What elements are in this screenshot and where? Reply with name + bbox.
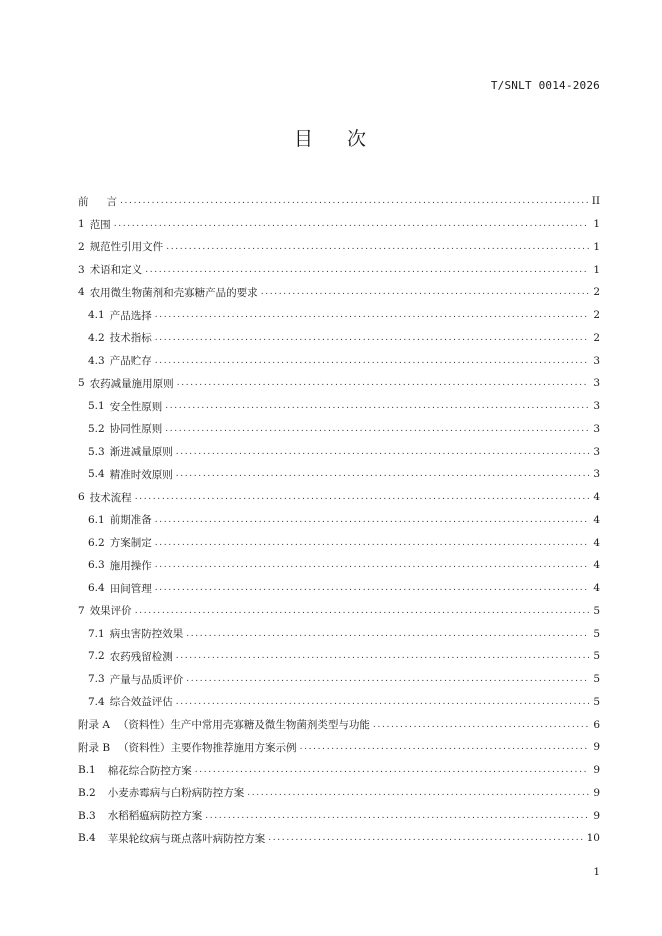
toc-entry-page: 2 (593, 309, 600, 322)
toc-entry[interactable] (78, 258, 600, 281)
toc-entry[interactable] (78, 327, 600, 350)
toc-entry[interactable] (78, 554, 600, 577)
toc-entry-title: 棉花综合防控方案 (107, 764, 192, 777)
toc-entry-number: 附录 B (78, 741, 111, 754)
toc-entry[interactable] (78, 190, 600, 213)
toc-entry[interactable] (78, 418, 600, 441)
toc-entry[interactable] (78, 531, 600, 554)
toc-entry-number: 前 (78, 195, 89, 208)
toc-leader-dots (155, 356, 589, 366)
toc-entry-page: 3 (593, 377, 600, 390)
toc-entry[interactable] (78, 213, 600, 236)
toc-entry[interactable] (78, 486, 600, 509)
toc-entry-title: （资料性）主要作物推荐施用方案示例 (118, 741, 297, 754)
toc-entry-page: 3 (593, 422, 600, 435)
toc-leader-dots (176, 447, 589, 457)
toc-entry-number: 7.2 (88, 650, 105, 663)
page-title (0, 124, 662, 151)
toc-entry-title: 小麦赤霉病与白粉病防控方案 (107, 787, 245, 800)
toc-leader-dots (165, 401, 589, 411)
toc-leader-dots (177, 378, 589, 388)
toc-entry[interactable] (78, 645, 600, 668)
toc-entry-number: 4 (78, 286, 85, 299)
toc-entry-page: 9 (593, 741, 600, 754)
toc-entry-title: 方案制定 (109, 537, 152, 550)
toc-entry-page: 6 (593, 718, 600, 731)
toc-leader-dots (268, 833, 583, 843)
toc-entry[interactable] (78, 782, 600, 805)
toc-entry-title: 规范性引用文件 (89, 241, 164, 254)
toc-leader-dots (166, 242, 589, 252)
toc-leader-dots (186, 629, 589, 639)
toc-entry-number: 6.2 (88, 536, 105, 549)
toc-entry-title: 综合效益评估 (109, 696, 173, 709)
toc-entry-number: B.1 (78, 764, 96, 777)
toc-entry-number: 7.4 (88, 695, 105, 708)
toc-leader-dots (205, 811, 589, 821)
toc-entry-title: 农药残留检测 (109, 650, 173, 663)
toc-entry-number: 附录 A (78, 719, 110, 732)
toc-entry[interactable] (78, 304, 600, 327)
toc-leader-dots (145, 265, 589, 275)
toc-leader-dots (186, 674, 589, 684)
toc-entry-page: 3 (593, 400, 600, 413)
toc-leader-dots (155, 515, 589, 525)
toc-entry-page: II (591, 195, 600, 208)
toc-entry-page: 4 (593, 582, 600, 595)
toc-entry-title: 田间管理 (109, 582, 152, 595)
toc-entry-title: 术语和定义 (89, 264, 143, 277)
toc-entry-title: 产品选择 (109, 309, 152, 322)
toc-entry-number: 3 (78, 263, 85, 276)
toc-leader-dots (155, 560, 589, 570)
document-code: T/SNLT 0014-2026 (490, 79, 600, 92)
toc-entry-title: 产量与品质评价 (109, 673, 184, 686)
toc-entry-title: 技术流程 (89, 491, 132, 504)
toc-entry-number: 7.1 (88, 627, 105, 640)
toc-leader-dots (165, 424, 589, 434)
toc-leader-dots (300, 742, 589, 752)
toc-entry-page: 5 (593, 627, 600, 640)
toc-entry-title: 水稻稻瘟病防控方案 (107, 810, 203, 823)
toc-entry-number: 4.2 (88, 331, 105, 344)
toc-entry[interactable] (78, 736, 600, 759)
toc-entry-page: 5 (593, 604, 600, 617)
toc-entry[interactable] (78, 463, 600, 486)
toc-entry-number: 6.1 (88, 513, 105, 526)
toc-leader-dots (155, 538, 589, 548)
toc-entry-page: 1 (593, 240, 600, 253)
toc-entry-title: 农用微生物菌剂和壳寡糖产品的要求 (89, 286, 258, 299)
toc-entry-number: 6 (78, 491, 85, 504)
toc-leader-dots (135, 606, 589, 616)
toc-entry[interactable] (78, 600, 600, 623)
toc-entry[interactable] (78, 440, 600, 463)
toc-leader-dots (155, 583, 589, 593)
toc-leader-dots (114, 219, 589, 229)
toc-entry-title: 协同性原则 (109, 423, 163, 436)
toc-entry-number: 1 (78, 218, 85, 231)
toc-entry[interactable] (78, 804, 600, 827)
toc-entry-title: 精准时效原则 (109, 468, 173, 481)
toc-entry-number: 7 (78, 604, 85, 617)
toc-entry-page: 5 (593, 673, 600, 686)
toc-entry[interactable] (78, 827, 600, 850)
title-part-1: 目 (293, 128, 315, 150)
toc-entry-page: 5 (593, 695, 600, 708)
toc-entry-title: 产品贮存 (109, 355, 152, 368)
toc-entry-title: 范围 (89, 218, 111, 231)
toc-entry-title: 病虫害防控效果 (109, 628, 184, 641)
toc-entry-page: 10 (586, 832, 600, 845)
toc-entry-title: 安全性原则 (109, 400, 163, 413)
toc-entry[interactable] (78, 691, 600, 714)
toc-entry-page: 4 (593, 513, 600, 526)
toc-entry-number: 5.2 (88, 422, 105, 435)
toc-entry[interactable] (78, 622, 600, 645)
toc-leader-dots (373, 720, 589, 730)
toc-entry-number: 7.3 (88, 673, 105, 686)
toc-entry[interactable] (78, 713, 600, 736)
title-part-2: 次 (347, 128, 369, 150)
toc-entry-number: 4.3 (88, 354, 105, 367)
toc-entry[interactable] (78, 668, 600, 691)
toc-entry-page: 9 (593, 786, 600, 799)
toc-entry-page: 4 (593, 536, 600, 549)
toc-entry-number: 4.1 (88, 309, 105, 322)
toc-entry-title: 苹果轮纹病与斑点落叶病防控方案 (107, 832, 266, 845)
toc-entry-page: 9 (593, 809, 600, 822)
toc-leader-dots (176, 697, 589, 707)
toc-entry-number: 5.1 (88, 400, 105, 413)
toc-entry-number: 6.4 (88, 582, 105, 595)
toc-entry-page: 3 (593, 445, 600, 458)
toc-entry[interactable] (78, 509, 600, 532)
toc-entry-title: 渐进减量原则 (109, 446, 173, 459)
toc-entry[interactable] (78, 577, 600, 600)
toc-entry-page: 3 (593, 468, 600, 481)
toc-entry-title: 前期准备 (109, 514, 152, 527)
toc-entry-number: 2 (78, 240, 85, 253)
toc-leader-dots (135, 492, 589, 502)
toc-entry-page: 1 (593, 218, 600, 231)
toc-entry[interactable] (78, 372, 600, 395)
toc-leader-dots (261, 287, 589, 297)
toc-entry[interactable] (78, 281, 600, 304)
toc-entry-page: 9 (593, 764, 600, 777)
toc-entry-title: 农药减量施用原则 (89, 377, 174, 390)
toc-leader-dots (155, 310, 589, 320)
toc-leader-dots (120, 196, 589, 206)
toc-entry[interactable] (78, 236, 600, 259)
toc-leader-dots (195, 765, 589, 775)
toc-entry-number: 5.4 (88, 468, 105, 481)
page-number: 1 (593, 866, 600, 878)
toc-leader-dots (247, 788, 589, 798)
toc-entry-page: 2 (593, 331, 600, 344)
toc-entry-number: 6.3 (88, 559, 105, 572)
toc-entry-title: 技术指标 (109, 332, 152, 345)
toc-entry-number: 5.3 (88, 445, 105, 458)
toc-entry-page: 4 (593, 491, 600, 504)
toc-entry-page: 4 (593, 559, 600, 572)
toc-leader-dots (155, 333, 589, 343)
toc-leader-dots (176, 469, 589, 479)
toc-entry-page: 2 (593, 286, 600, 299)
toc-entry-title: （资料性）生产中常用壳寡糖及微生物菌剂类型与功能 (117, 719, 370, 732)
toc-entry-page: 3 (593, 354, 600, 367)
table-of-contents (78, 190, 600, 850)
toc-entry-number: B.4 (78, 832, 96, 845)
toc-entry-page: 1 (593, 263, 600, 276)
toc-entry-page: 5 (593, 650, 600, 663)
toc-entry[interactable] (78, 349, 600, 372)
toc-entry[interactable] (78, 395, 600, 418)
toc-entry-title: 言 (106, 195, 117, 208)
toc-entry-number: B.3 (78, 809, 96, 822)
toc-entry[interactable] (78, 759, 600, 782)
toc-entry-title: 施用操作 (109, 559, 152, 572)
toc-entry-number: 5 (78, 377, 85, 390)
toc-entry-number: B.2 (78, 786, 96, 799)
toc-leader-dots (176, 651, 589, 661)
toc-entry-title: 效果评价 (89, 605, 132, 618)
